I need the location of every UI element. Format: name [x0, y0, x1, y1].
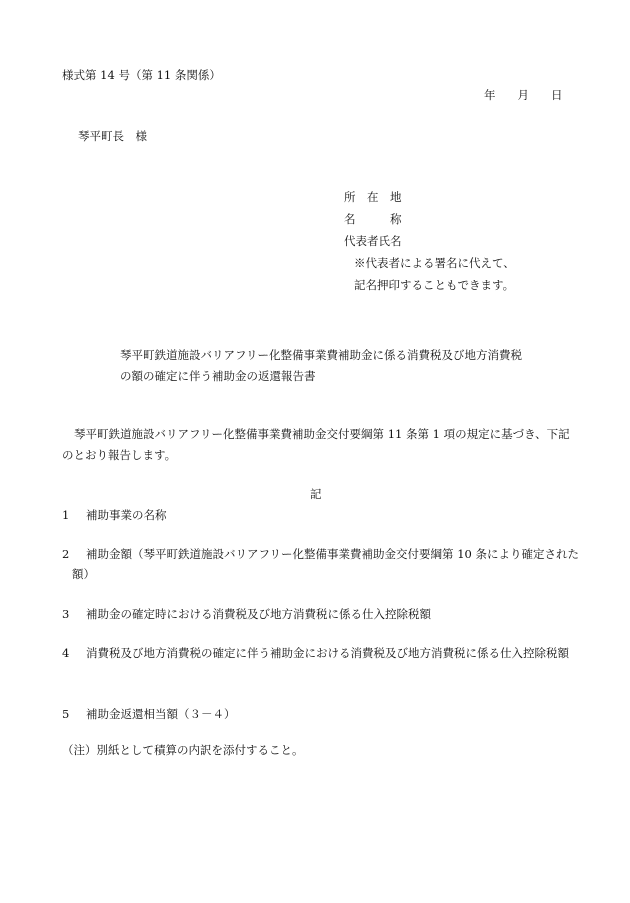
date-month: 月	[517, 88, 529, 102]
footnote: （注）別紙として積算の内訳を添付すること。	[62, 743, 304, 757]
representative-label: 代表者氏名	[344, 234, 402, 248]
addressee: 琴平町長 様	[78, 129, 147, 143]
item-text: 補助金額（琴平町鉄道施設バリアフリー化整備事業費補助金交付要綱第 10 条により確定された額）	[72, 547, 579, 581]
list-item	[62, 643, 582, 663]
list-item	[62, 544, 582, 584]
item-text: 補助事業の名称	[86, 508, 167, 522]
form-number-label: 様式第 14 号（第 11 条関係）	[62, 68, 221, 82]
signature-note-line1: ※代表者による署名に代えて、	[354, 256, 515, 270]
date-line	[484, 87, 563, 103]
name-label: 名 称	[344, 212, 402, 226]
item-number: 3	[62, 607, 70, 621]
applicant-block	[344, 186, 515, 296]
list-item	[62, 505, 582, 525]
title-line1: 琴平町鉄道施設バリアフリー化整備事業費補助金に係る消費税及び地方消費税	[120, 348, 523, 362]
item-text: 消費税及び地方消費税の確定に伴う補助金における消費税及び地方消費税に係る仕入控除税額	[86, 646, 569, 660]
title-line2: の額の確定に伴う補助金の返還報告書	[120, 369, 316, 383]
body-paragraph: 琴平町鉄道施設バリアフリー化整備事業費補助金交付要綱第 11 条第 1 項の規定に基づき、下記のとおり報告します。	[62, 427, 570, 462]
item-number: 5	[62, 707, 70, 721]
date-year: 年	[484, 88, 496, 102]
list-item	[62, 604, 582, 624]
item-number: 1	[62, 508, 70, 522]
item-text: 補助金の確定時における消費税及び地方消費税に係る仕入控除税額	[86, 607, 431, 621]
date-day: 日	[551, 88, 563, 102]
document-title	[120, 345, 522, 387]
list-item	[62, 704, 582, 724]
item-number: 4	[62, 646, 70, 660]
ki-heading: 記	[310, 487, 322, 501]
item-number: 2	[62, 547, 70, 561]
signature-note-line2: 記名押印することもできます。	[354, 278, 515, 292]
item-text: 補助金返還相当額（３－４）	[86, 707, 236, 721]
address-label: 所 在 地	[344, 190, 402, 204]
